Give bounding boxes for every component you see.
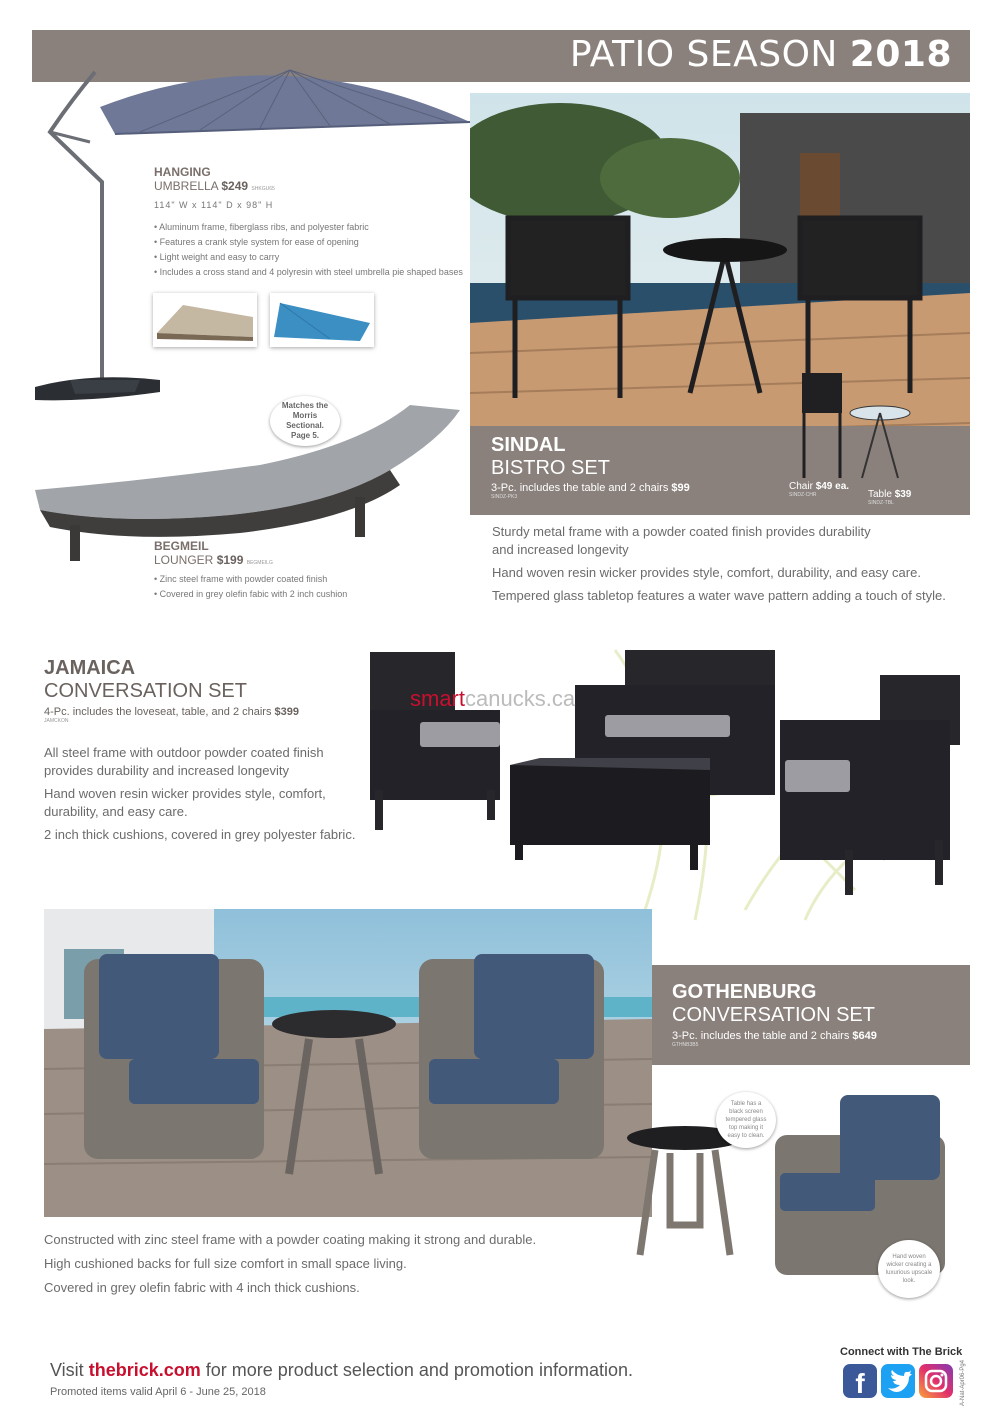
umbrella-bullets: • Aluminum frame, fiberglass ribs, and polyester fabric • Features a crank style system for ease of opening • Light weight and easy to carry • Includes a cross stand and 4 polyresin with steel umbrella pie shaped bases: [154, 222, 463, 277]
matches-badge: Matches the Morris Sectional. Page 5.: [270, 396, 340, 446]
umbrella-name: HANGING UMBRELLA $249 SHKGU65: [154, 165, 275, 193]
lounger-image: [30, 385, 470, 565]
page-title: PATIO SEASON 2018: [569, 34, 952, 75]
watermark: smartcanucks.ca: [410, 686, 576, 711]
beige-swatch: [153, 293, 257, 347]
sindal-table-price: Table $39 SINDZ-TBL: [868, 489, 912, 506]
lounger-bullets: • Zinc steel frame with powder coated finish • Covered in grey olefin fabic with 2 inch cushion: [154, 574, 348, 599]
jamaica-name: JAMAICA CONVERSATION SET 4-Pc. includes the loveseat, table, and 2 chairs $399 JAMCKON: [44, 657, 300, 724]
connect-text: Connect with The Brick: [840, 1346, 963, 1358]
sindal-description: Sturdy metal frame with a powder coated finish provides durability and increased longevity Hand woven resin wicker provides style, comfort, durability, and easy care. Tempered glass tabletop features a water wave pattern adding a touch of style.: [492, 524, 946, 603]
wicker-note-badge: Hand woven wicker creating a luxurious upscale look.: [878, 1240, 940, 1298]
gothenburg-name: GOTHENBURG CONVERSATION SET 3-Pc. includes the table and 2 chairs $649 GTHNB3B5: [672, 981, 877, 1048]
sindal-chair-price: Chair $49 ea. SINDZ-CHR: [789, 481, 850, 498]
instagram-icon[interactable]: [919, 1364, 953, 1398]
validity-text: Promoted items valid April 6 - June 25, 2018: [50, 1386, 266, 1398]
table-note-badge: Table has a black screen tempered glass top making it easy to clean.: [716, 1092, 776, 1148]
blue-swatch: [270, 293, 374, 347]
sindal-name: SINDAL BISTRO SET 3-Pc. includes the table and 2 chairs $99 SINDZ-PK3: [491, 434, 690, 500]
twitter-icon[interactable]: [881, 1364, 915, 1398]
facebook-icon[interactable]: f: [843, 1364, 877, 1398]
gothenburg-photo: [44, 909, 652, 1217]
jamaica-description: All steel frame with outdoor powder coated finish provides durability and increased longevity Hand woven resin wicker provides style, comfort, durability, and easy care. 2 inch thick cushions, covered in grey polyester fabric.: [44, 745, 356, 842]
lounger-name: BEGMEIL LOUNGER $199 BEGMEILG: [154, 539, 273, 567]
footer-visit: Visit thebrick.com for more product selection and promotion information.: [50, 1360, 633, 1380]
gothenburg-description: Constructed with zinc steel frame with a powder coating making it strong and durable. High cushioned backs for full size comfort in small space living. Covered in grey olefin fabric with 4 inch thick cushions.: [44, 1232, 537, 1295]
jamaica-image: [365, 640, 970, 925]
website-link[interactable]: thebrick.com: [88, 1360, 201, 1380]
sindal-chair-table-image: [790, 368, 920, 488]
page-code: A-Nat-Apr06-Pg4: [960, 1359, 966, 1406]
umbrella-dims: 114" W x 114" D x 98" H: [154, 200, 274, 210]
